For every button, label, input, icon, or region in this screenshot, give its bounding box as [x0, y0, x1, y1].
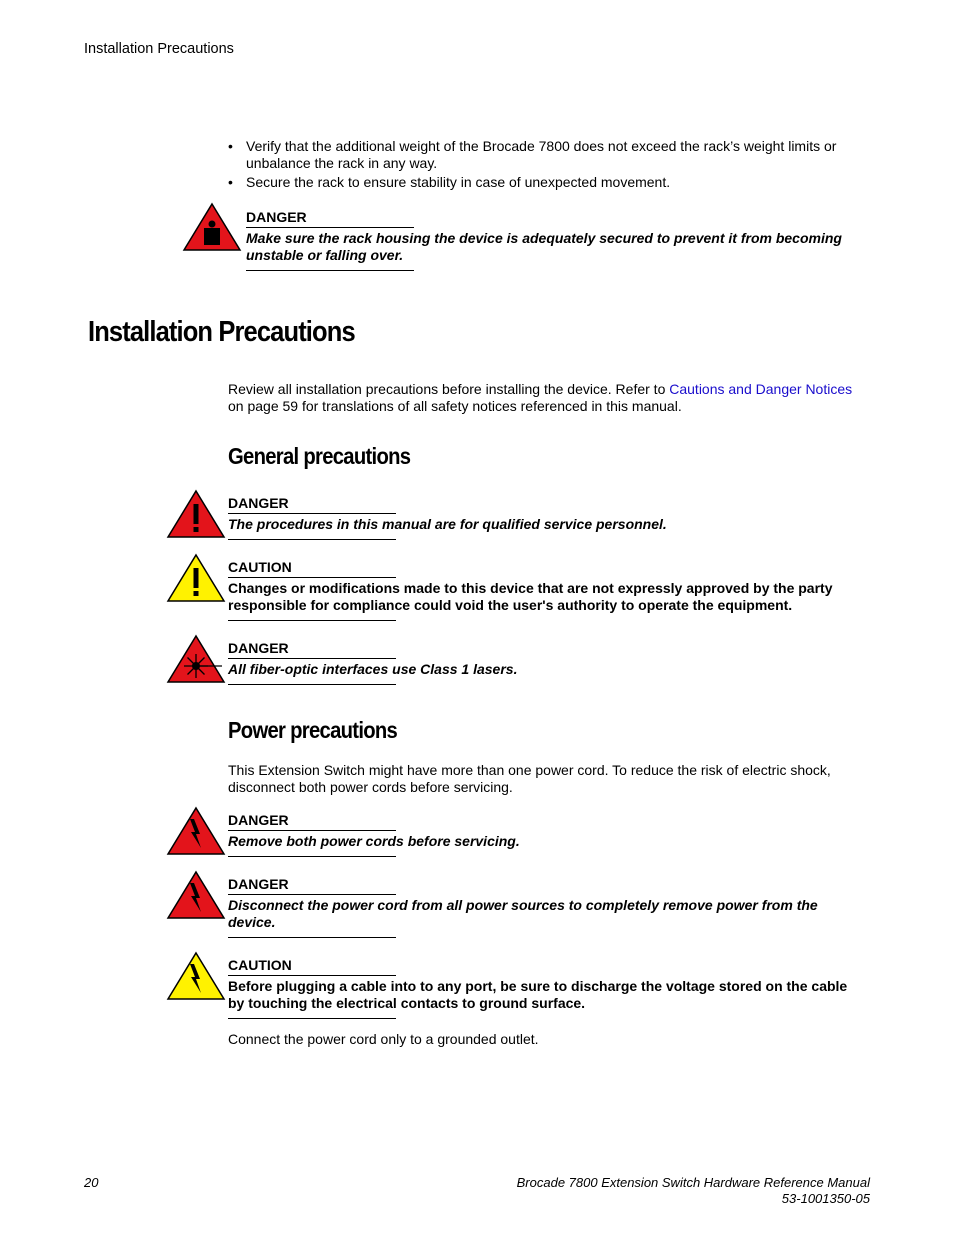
notice-message: Before plugging a cable into to any port, be sure to discharge the voltage stored on the cable by touching the electrical contacts to ground surface.	[228, 978, 848, 1011]
intro-text: Review all installation precautions before installing the device. Refer to	[228, 381, 670, 397]
notice-label: CAUTION	[228, 559, 292, 575]
electric-shock-danger-icon	[166, 806, 226, 856]
intro-bullet-list	[228, 138, 848, 193]
notice-rule-top	[228, 577, 396, 578]
running-header: Installation Precautions	[84, 41, 234, 57]
notice-message: Disconnect the power cord from all power sources to completely remove power from the device.	[228, 897, 818, 930]
notice-general-caution	[166, 553, 866, 625]
power-intro: This Extension Switch might have more than one power cord. To reduce the risk of electric shock, disconnect both power cords before servicing.	[228, 762, 831, 795]
general-precautions-heading: General precautions	[228, 443, 411, 469]
notice-message: The procedures in this manual are for qualified service personnel.	[228, 516, 667, 532]
notice-label: DANGER	[228, 495, 289, 511]
power-closing: Connect the power cord only to a grounded outlet.	[228, 1031, 539, 1047]
list-item: • Verify that the additional weight of the Brocade 7800 does not exceed the rack’s weight limits or unbalance the rack in any way.	[228, 138, 848, 172]
notice-message: Remove both power cords before servicing.	[228, 833, 520, 849]
list-item: • Secure the rack to ensure stability in case of unexpected movement.	[228, 174, 848, 191]
cautions-link[interactable]: Cautions and Danger Notices	[669, 381, 853, 397]
notice-label: DANGER	[228, 876, 289, 892]
notice-rule-bottom	[228, 856, 396, 857]
notice-label: DANGER	[228, 812, 289, 828]
notice-power-caution	[166, 951, 866, 1023]
power-precautions-heading: Power precautions	[228, 717, 398, 743]
notice-rule-bottom	[228, 539, 396, 540]
notice-rule-bottom	[228, 620, 396, 621]
heavy-weight-danger-icon	[182, 202, 242, 252]
notice-rule-bottom	[246, 270, 414, 271]
notice-rule-top	[228, 830, 396, 831]
notice-rule-bottom	[228, 684, 396, 685]
notice-power-danger-2	[166, 870, 866, 942]
footer-doc-number: 53-1001350-05	[781, 1191, 870, 1206]
notice-power-danger-1	[166, 806, 866, 862]
notice-rule-top	[228, 975, 396, 976]
exclamation-danger-icon	[166, 489, 226, 539]
notice-rack-danger	[182, 202, 862, 274]
electric-shock-caution-icon	[166, 951, 226, 1001]
intro-text-continued: on page 59 for translations of all safety notices referenced in this manual.	[228, 398, 682, 414]
notice-label: DANGER	[228, 640, 289, 656]
notice-label: CAUTION	[228, 957, 292, 973]
footer-manual-title: Brocade 7800 Extension Switch Hardware Reference Manual	[516, 1175, 870, 1190]
exclamation-caution-icon	[166, 553, 226, 603]
page-number: 20	[84, 1175, 99, 1190]
notice-message: Changes or modifications made to this device that are not expressly approved by the party responsible for compliance could void the user's authority to operate the equipment.	[228, 580, 833, 613]
notice-message: Make sure the rack housing the device is adequately secured to prevent it from becoming unstable or falling over.	[246, 230, 842, 263]
notice-general-laser	[166, 634, 866, 690]
notice-rule-top	[228, 513, 396, 514]
page-title: Installation Precautions	[88, 316, 355, 348]
notice-message: All fiber-optic interfaces use Class 1 lasers.	[228, 661, 518, 677]
notice-general-danger	[166, 489, 866, 545]
section-intro	[228, 381, 868, 415]
notice-rule-top	[228, 658, 396, 659]
notice-label: DANGER	[246, 209, 307, 225]
notice-rule-bottom	[228, 1018, 396, 1019]
notice-rule-bottom	[228, 937, 396, 938]
notice-rule-top	[228, 894, 396, 895]
notice-rule-top	[246, 227, 414, 228]
laser-danger-icon	[166, 634, 226, 684]
electric-shock-danger-icon	[166, 870, 226, 920]
